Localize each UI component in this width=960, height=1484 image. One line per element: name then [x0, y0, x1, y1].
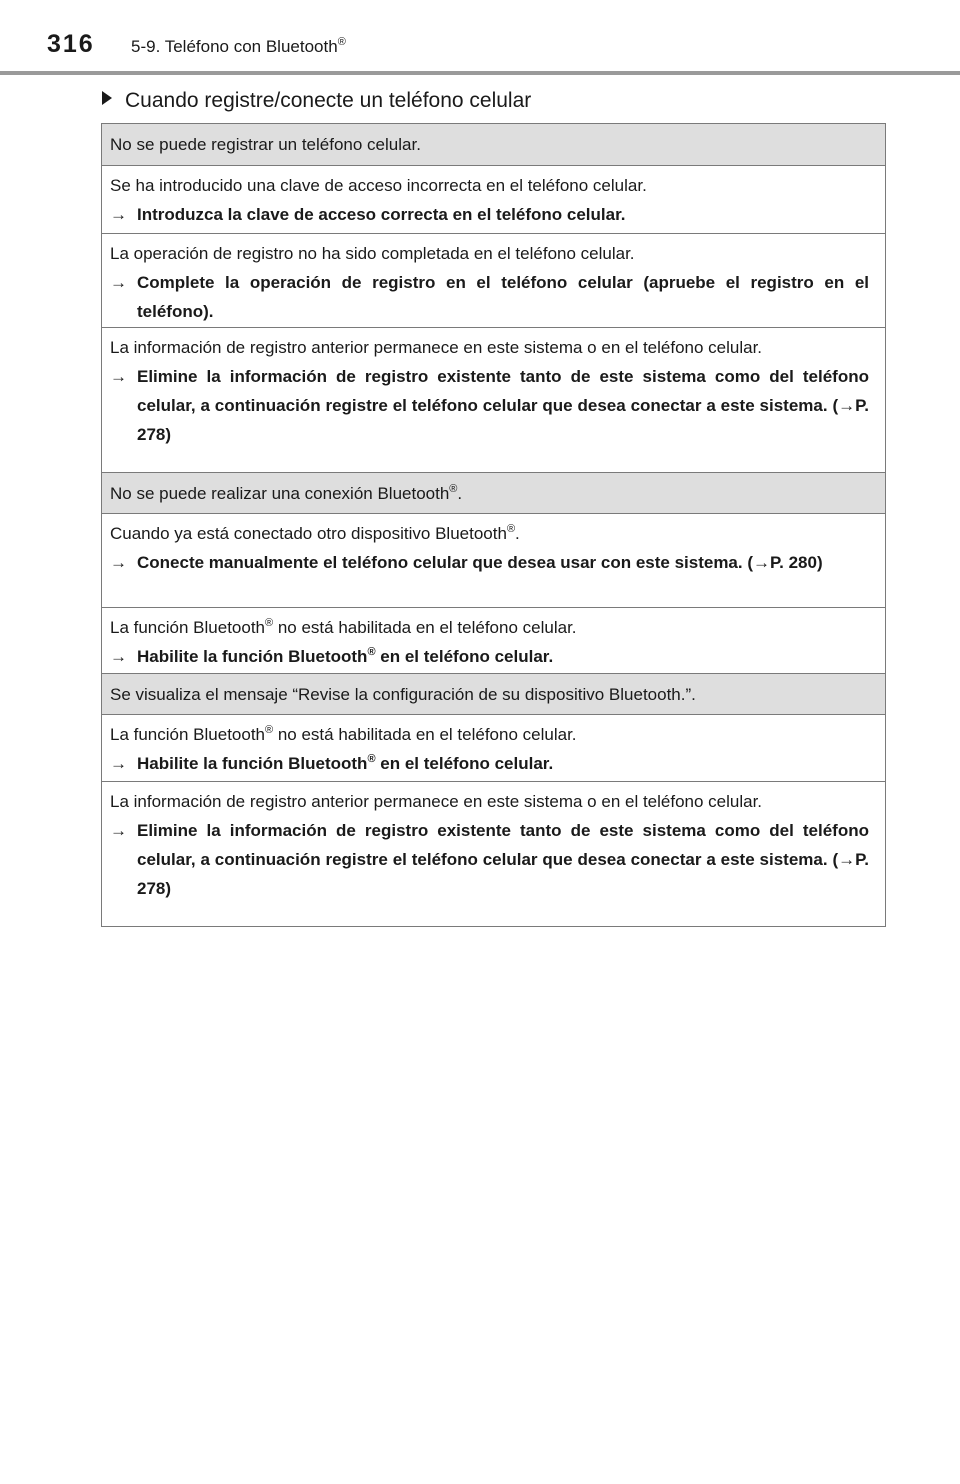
- arrow-right-icon: →: [110, 367, 127, 386]
- arrow-right-icon: →: [110, 553, 127, 572]
- solution-text: Habilite la función Bluetooth® en el teléfono celular.: [137, 646, 554, 666]
- problem-row: [102, 673, 885, 714]
- cause-solution-row: [102, 781, 885, 926]
- problem-text: No se puede realizar una conexión Bluetooth®.: [110, 483, 463, 503]
- triangle-bullet-icon: [102, 91, 112, 105]
- solution-text: Elimine la información de registro existente tanto de este sistema como del teléfono celular, a continuación registre el teléfono celular que desea conectar a este sistema. (→P. 278): [137, 367, 869, 444]
- problem-row: [102, 472, 885, 513]
- subsection-title: Cuando registre/conecte un teléfono celular: [125, 89, 532, 112]
- solution-text: Habilite la función Bluetooth® en el teléfono celular.: [137, 753, 554, 773]
- cause-solution-row: [102, 513, 885, 607]
- cause-solution-row: [102, 165, 885, 233]
- arrow-right-icon: →: [110, 647, 127, 666]
- solution-text: Conecte manualmente el teléfono celular que desea usar con este sistema. (→P. 280): [137, 553, 823, 572]
- solution: [110, 200, 869, 229]
- solution: [110, 816, 869, 903]
- header-divider: [0, 71, 960, 75]
- page-header: [0, 0, 960, 76]
- cause-text: La información de registro anterior permanece en este sistema o en el teléfono celular.: [110, 792, 763, 811]
- solution: [110, 548, 869, 577]
- arrow-right-icon: →: [110, 754, 127, 773]
- arrow-right-icon: →: [110, 205, 127, 224]
- cause-solution-row: [102, 714, 885, 781]
- cause-text: La función Bluetooth® no está habilitada en el teléfono celular.: [110, 724, 577, 744]
- arrow-right-icon: →: [110, 273, 127, 292]
- solution-text: Complete la operación de registro en el teléfono celular (apruebe el registro en el teléfono).: [137, 273, 869, 321]
- solution-text: Elimine la información de registro existente tanto de este sistema como del teléfono celular, a continuación registre el teléfono celular que desea conectar a este sistema. (→P. 278): [137, 821, 869, 898]
- troubleshooting-table: [101, 123, 886, 927]
- problem-text: Se visualiza el mensaje “Revise la configuración de su dispositivo Bluetooth.”.: [110, 685, 696, 704]
- arrow-right-icon: →: [110, 821, 127, 840]
- solution: [110, 749, 869, 778]
- solution: [110, 642, 869, 671]
- solution: [110, 268, 869, 326]
- cause-solution-row: [102, 233, 885, 327]
- cause-text: La información de registro anterior permanece en este sistema o en el teléfono celular.: [110, 338, 763, 357]
- problem-row: [102, 124, 885, 165]
- cause-solution-row: [102, 327, 885, 472]
- cause-text: Se ha introducido una clave de acceso incorrecta en el teléfono celular.: [110, 176, 647, 195]
- section-title: 5-9. Teléfono con Bluetooth®: [131, 36, 346, 56]
- solution: [110, 362, 869, 449]
- cause-text: La función Bluetooth® no está habilitada en el teléfono celular.: [110, 617, 577, 637]
- cause-text: Cuando ya está conectado otro dispositivo Bluetooth®.: [110, 523, 520, 543]
- cause-text: La operación de registro no ha sido completada en el teléfono celular.: [110, 244, 635, 263]
- cause-solution-row: [102, 607, 885, 673]
- solution-text: Introduzca la clave de acceso correcta en el teléfono celular.: [137, 205, 626, 224]
- problem-text: No se puede registrar un teléfono celular.: [110, 135, 421, 154]
- page-number: 316: [47, 30, 95, 58]
- subsection-heading: [102, 88, 531, 114]
